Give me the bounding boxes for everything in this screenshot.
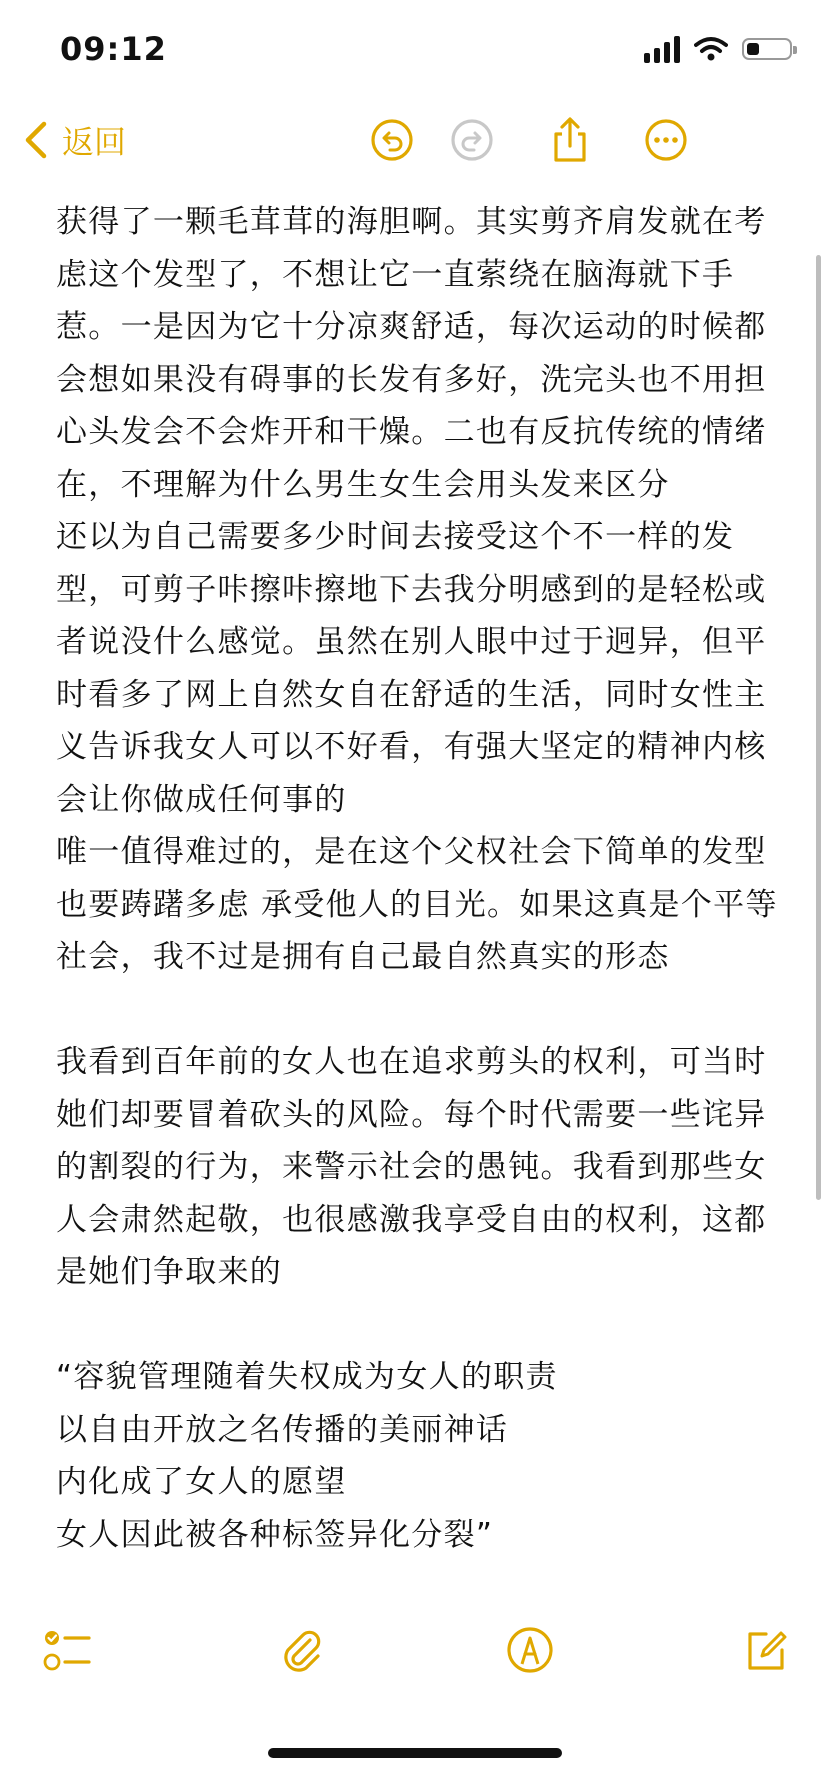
markup-button[interactable] [502, 1622, 558, 1678]
back-button[interactable] [24, 118, 126, 162]
share-button[interactable] [544, 114, 596, 166]
bottom-toolbar [0, 1602, 828, 1692]
status-time: 09:12 [60, 30, 167, 68]
redo-icon [450, 118, 494, 162]
status-bar [0, 0, 828, 100]
undo-icon [370, 118, 414, 162]
checklist-icon [43, 1626, 93, 1674]
home-indicator[interactable] [268, 1748, 562, 1758]
blank-line [56, 1299, 786, 1352]
status-icons [644, 32, 792, 66]
undo-button[interactable] [366, 114, 418, 166]
note-paragraph: 获得了一颗毛茸茸的海胆啊。其实剪齐肩发就在考虑这个发型了，不想让它一直萦绕在脑海就下手惹。一是因为它十分凉爽舒适，每次运动的时候都会想如果没有碍事的长发有多好，洗完头也不用担心头发会不会炸开和干燥。二也有反抗传统的情绪在，不理解为什么男生女生会用头发来区分 [56, 204, 767, 503]
note-paragraph: 唯一值得难过的，是在这个父权社会下简单的发型也要踌躇多虑 承受他人的目光。如果这真是个平等社会，我不过是拥有自己最自然真实的形态 [56, 834, 778, 975]
redo-button[interactable] [446, 114, 498, 166]
more-icon [644, 118, 688, 162]
wifi-icon [694, 36, 728, 62]
note-quote-line: 女人因此被各种标签异化分裂” [56, 1516, 494, 1553]
chevron-left-icon [24, 121, 48, 159]
attachment-button[interactable] [274, 1622, 330, 1678]
note-paragraph: 还以为自己需要多少时间去接受这个不一样的发型，可剪子咔擦咔擦地下去我分明感到的是轻松或者说没什么感觉。虽然在别人眼中过于迥异，但平时看多了网上自然女自在舒适的生活，同时女性主义告诉我女人可以不好看，有强大坚定的精神内核会让你做成任何事的 [56, 519, 767, 818]
note-quote-line: 以自由开放之名传播的美丽神话 [56, 1411, 509, 1448]
note-quote-line: 内化成了女人的愿望 [56, 1464, 347, 1500]
note-paragraph: 我看到百年前的女人也在追求剪头的权利，可当时她们却要冒着砍头的风险。每个时代需要一些诧异的割裂的行为，来警示社会的愚钝。我看到那些女人会肃然起敬，也很感激我享受自由的权利，这都是她们争取来的 [56, 1044, 767, 1290]
compose-icon [742, 1626, 790, 1674]
back-label: 返回 [62, 123, 127, 161]
paperclip-icon [278, 1626, 326, 1674]
note-body[interactable] [56, 196, 786, 1616]
battery-icon [742, 38, 792, 60]
nav-bar [0, 100, 828, 180]
markup-pen-icon [506, 1626, 554, 1674]
note-quote-line: “容貌管理随着失权成为女人的职责 [56, 1359, 558, 1395]
more-button[interactable] [640, 114, 692, 166]
checklist-button[interactable] [40, 1622, 96, 1678]
compose-button[interactable] [738, 1622, 794, 1678]
blank-line [56, 984, 786, 1037]
scrollbar[interactable] [816, 255, 821, 1200]
cellular-signal-icon [644, 35, 680, 63]
share-icon [548, 116, 592, 164]
